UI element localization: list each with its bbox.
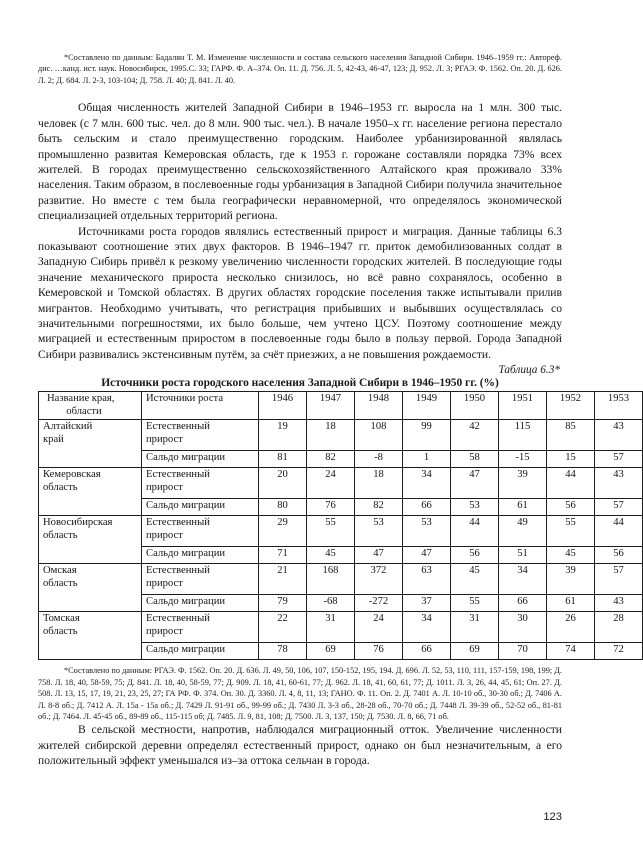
table-row [39,612,643,643]
row-label-migration-balance: Сальдо миграции [142,499,259,516]
region-name-line1: Новосибирская [43,517,113,529]
cell-natural-1949: 99 [403,420,451,451]
cell-migration-1946: 79 [259,595,307,612]
cell-migration-1947: -68 [307,595,355,612]
cell-natural-1948: 53 [355,516,403,547]
header-cell-year-1953: 1953 [595,392,643,420]
cell-natural-1952: 55 [547,516,595,547]
cell-natural-1946: 19 [259,420,307,451]
row-label-migration-balance: Сальдо миграции [142,547,259,564]
cell-natural-1951: 39 [499,468,547,499]
cell-natural-1949: 53 [403,516,451,547]
cell-natural-1946: 22 [259,612,307,643]
row-label-natural-increase [142,420,259,451]
cell-migration-1951: 70 [499,643,547,660]
cell-migration-1951: 51 [499,547,547,564]
header-region-line2: области [66,405,102,417]
row-label-natural-increase [142,468,259,499]
cell-natural-1950: 42 [451,420,499,451]
cell-migration-1951: -15 [499,451,547,468]
cell-migration-1952: 45 [547,547,595,564]
cell-natural-1947: 31 [307,612,355,643]
cell-migration-1948: 82 [355,499,403,516]
cell-natural-1949: 34 [403,468,451,499]
header-cell-source: Источники роста [142,392,259,420]
region-name-line2: край [43,433,64,445]
cell-migration-1947: 82 [307,451,355,468]
cell-migration-1947: 45 [307,547,355,564]
cell-natural-1953: 28 [595,612,643,643]
region-name-cell [39,516,142,564]
cell-natural-1948: 24 [355,612,403,643]
row-label-natural-increase [142,564,259,595]
cell-migration-1949: 66 [403,499,451,516]
region-name-line2: область [43,625,78,637]
cell-natural-1947: 24 [307,468,355,499]
natural-label-line2: прирост [146,577,183,589]
cell-migration-1946: 80 [259,499,307,516]
cell-migration-1947: 76 [307,499,355,516]
region-name-line1: Томская [43,613,80,625]
top-footnote: *Составлено по данным: Бадалян Т. М. Изменение численности и состава сельского населения Западной Сибири. 1946–1959 гг.: Автореф. дис. …канд. ист. наук. Новосибирск, 1995.С. 33; ГАРФ. Ф. А–374. Оп. 11. Д. 756. Л. 5, 42-43, 46-47, 123; Д. 952. Л. 3; РГАЭ. Ф. 1562. Оп. 20. Д. 626. Л. 2; Д. 684. Л. 2-3, 103-104; Д. 758. Л. 40; Д. 841. Л. 40. [38,53,562,85]
cell-migration-1949: 1 [403,451,451,468]
table-title: Источники роста городского населения Западной Сибири в 1946–1950 гг. (%) [101,377,499,390]
cell-natural-1953: 43 [595,468,643,499]
region-name-line1: Алтайский [43,421,93,433]
cell-migration-1950: 53 [451,499,499,516]
natural-label-line2: прирост [146,529,183,541]
cell-natural-1949: 63 [403,564,451,595]
natural-label-line2: прирост [146,433,183,445]
paragraph-2: Источниками роста городов являлись естественный прирост и миграция. Данные таблицы 6.3 показывают соотношение этих двух факторов. В 1946–1947 гг. приток демобилизованных солдат в Западную Сибирь привёл к резкому увеличению численности городских жителей. В последующие годы значение механического прироста несколько снизилось, но всё равно сохранялось, особенно в Кемеровской и Томской областях. В других областях городские поселения также испытывали прилив мигрантов. Необходимо учитывать, что регистрация прибывших и выбывших осуществлялась со значительными погрешностями, их было больше, чем учтено ЦСУ. Поэтому соотношение между миграцией и естественным приростом в послевоенные годы было в пользу первой. Города Западной Сибири развивались экстенсивным путём, за счёт приезжих, а не повышения рождаемости. [38,224,562,361]
region-name-line1: Омская [43,565,77,577]
bottom-footnote-block [38,665,562,722]
cell-migration-1947: 69 [307,643,355,660]
cell-migration-1948: -272 [355,595,403,612]
cell-migration-1950: 56 [451,547,499,564]
cell-migration-1951: 61 [499,499,547,516]
cell-migration-1949: 37 [403,595,451,612]
cell-natural-1952: 85 [547,420,595,451]
region-name-cell [39,420,142,468]
closing-paragraph: В сельской местности, напротив, наблюдался миграционный отток. Увеличение численности жителей сибирской деревни определял естественный прирост, однако он был незначительным, а его положительный эффект уменьшался из–за оттока сельчан в города. [38,723,562,768]
row-label-migration-balance: Сальдо миграции [142,595,259,612]
growth-sources-table [38,391,643,660]
region-name-cell [39,468,142,516]
cell-natural-1947: 168 [307,564,355,595]
cell-migration-1953: 43 [595,595,643,612]
paragraph-1: Общая численность жителей Западной Сибири в 1946–1953 гг. выросла на 1 млн. 300 тыс. человек (с 7 млн. 600 тыс. чел. до 8 млн. 900 тыс. чел.). В начале 1950–х гг. население региона перестало быть сельским и стало преимущественно городским. Наиболее урбанизированной являлась промышленно развитая Кемеровская область, где к 1953 г. горожане составляли порядка 73% всех жителей. В городах преимущественно сельскохозяйственного Алтайского края проживало 33% населения. Таким образом, в послевоенные годы урбанизация в Западной Сибири получила значительное развитие. Но вместе с тем была географически неравномерной, что определялось экономической специализацией отдельных территорий региона. [38,101,562,223]
cell-natural-1950: 31 [451,612,499,643]
cell-migration-1951: 66 [499,595,547,612]
row-label-migration-balance: Сальдо миграции [142,451,259,468]
cell-natural-1947: 18 [307,420,355,451]
bottom-footnote: *Составлено по данным: РГАЭ. Ф. 1562. Оп. 20. Д. 636. Л. 49, 50, 106, 107, 150-152, 195, 194. Д. 696. Л. 52, 53, 110, 111, 157-159, 198, 199; Д. 758. Л. 18, 40, 58-59, 75; Д. 841. Л. 18, 40, 58-59, 77; Д. 909. Л. 18, 41, 60-61, 77; Д. 962. Л. 18, 41, 60, 61, 77; Д. 1011. Л. 3, 26, 44, 45, 61; Оп. 27. Д. 508. Л. 13, 15, 17, 19, 21, 23, 25, 27; ГА РФ. Ф. 374. Оп. 30. Д. 3360. Л. 4, 8, 11, 13; ГАНО. Ф. 11. Оп. 2. Д. 7401 А. Л. 10-10 об., 30-30 об.; Д. 7406 А. Л. 8-8 об.; Д. 7412 А. Л. 15а - 15а об.; Д. 7429 Л. 91-91 об., 99-99 об.; Д. 7430 Л. 3-3 об., 28-28 об., 70-70 об.; Д. 7448 Л. 39-39 об., 52-52 об., 81-81 об.; Д. 7464. Л. 45-45 об., 89-89 об., 115-115 об; Д. 7485. Л. 9, 81, 108; Д. 7500. Л. 3, 137, 150; Д. 7530. Л. 8, 66, 71 об. [38,666,562,721]
cell-natural-1952: 39 [547,564,595,595]
cell-natural-1946: 20 [259,468,307,499]
cell-migration-1949: 66 [403,643,451,660]
natural-label-line2: прирост [146,481,183,493]
natural-label-line1: Естественный [146,565,210,577]
cell-migration-1953: 56 [595,547,643,564]
cell-natural-1951: 30 [499,612,547,643]
cell-natural-1950: 44 [451,516,499,547]
natural-label-line2: прирост [146,625,183,637]
cell-natural-1952: 44 [547,468,595,499]
cell-natural-1951: 34 [499,564,547,595]
cell-natural-1951: 115 [499,420,547,451]
region-name-line2: область [43,529,78,541]
header-cell-year-1950: 1950 [451,392,499,420]
cell-natural-1951: 49 [499,516,547,547]
cell-migration-1946: 71 [259,547,307,564]
cell-migration-1952: 74 [547,643,595,660]
cell-migration-1953: 57 [595,451,643,468]
cell-migration-1952: 56 [547,499,595,516]
cell-migration-1950: 69 [451,643,499,660]
cell-natural-1953: 44 [595,516,643,547]
cell-migration-1948: 76 [355,643,403,660]
cell-natural-1948: 372 [355,564,403,595]
region-name-line2: область [43,481,78,493]
cell-natural-1950: 47 [451,468,499,499]
cell-migration-1950: 58 [451,451,499,468]
table-header-row [39,392,643,420]
cell-natural-1952: 26 [547,612,595,643]
cell-migration-1950: 55 [451,595,499,612]
table-number-label: Таблица 6.3* [498,364,560,377]
table-row [39,516,643,547]
cell-natural-1946: 21 [259,564,307,595]
cell-migration-1946: 78 [259,643,307,660]
cell-natural-1949: 34 [403,612,451,643]
cell-natural-1953: 57 [595,564,643,595]
table-row [39,564,643,595]
cell-migration-1953: 72 [595,643,643,660]
cell-migration-1953: 57 [595,499,643,516]
cell-migration-1952: 15 [547,451,595,468]
cell-natural-1947: 55 [307,516,355,547]
natural-label-line1: Естественный [146,469,210,481]
page-number: 123 [543,811,562,823]
cell-natural-1948: 18 [355,468,403,499]
cell-natural-1950: 45 [451,564,499,595]
cell-natural-1948: 108 [355,420,403,451]
row-label-migration-balance: Сальдо миграции [142,643,259,660]
header-region-line1: Название края, [47,393,115,405]
header-cell-year-1946: 1946 [259,392,307,420]
cell-migration-1952: 61 [547,595,595,612]
cell-natural-1953: 43 [595,420,643,451]
region-name-line2: область [43,577,78,589]
table-caption-block [38,364,562,389]
header-cell-year-1952: 1952 [547,392,595,420]
natural-label-line1: Естественный [146,421,210,433]
cell-migration-1948: -8 [355,451,403,468]
body-text-block [38,100,562,362]
header-cell-year-1949: 1949 [403,392,451,420]
table-row [39,420,643,451]
row-label-natural-increase [142,612,259,643]
natural-label-line1: Естественный [146,517,210,529]
table-row [39,468,643,499]
header-cell-year-1951: 1951 [499,392,547,420]
cell-natural-1946: 29 [259,516,307,547]
cell-migration-1949: 47 [403,547,451,564]
region-name-cell [39,564,142,612]
header-cell-year-1947: 1947 [307,392,355,420]
region-name-line1: Кемеровская [43,469,101,481]
header-cell-year-1948: 1948 [355,392,403,420]
row-label-natural-increase [142,516,259,547]
natural-label-line1: Естественный [146,613,210,625]
cell-migration-1948: 47 [355,547,403,564]
header-cell-region [39,392,142,420]
cell-migration-1946: 81 [259,451,307,468]
region-name-cell [39,612,142,660]
